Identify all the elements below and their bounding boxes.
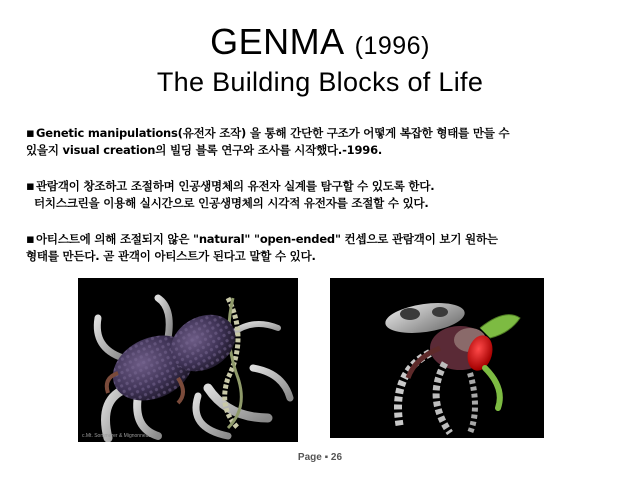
creature-illustration: [78, 278, 298, 442]
bullet-line: 있을지 visual creation의 빌딩 블록 연구와 조사를 시작했다.-1996.: [26, 143, 383, 157]
bullet-dot-icon: ▪: [26, 232, 35, 247]
creature-image-left: [78, 278, 298, 442]
bullet-line: [26, 178, 626, 195]
bullet-line: [26, 231, 626, 248]
bullet-text: 아티스트에 의해 조절되지 않은 "natural" "open-ended" 컨셉으로 관람객이 보기 원하는: [36, 232, 498, 246]
bullet-line: 형태를 만든다. 곧 관객이 아티스트가 된다고 말할 수 있다.: [26, 249, 316, 263]
bullet-dot-icon: ▪: [26, 126, 35, 141]
bullet-line: [26, 125, 626, 142]
bullet-list: [26, 125, 626, 284]
slide-subtitle: The Building Blocks of Life: [156, 67, 484, 97]
bullet-item: [26, 125, 626, 158]
creature-image-right: [330, 278, 544, 438]
page-number: Page ▪ 26: [297, 452, 343, 463]
creature-illustration: [330, 278, 544, 438]
bullet-line: 터치스크린을 이용해 실시간으로 인공생명체의 시각적 유전자를 조절할 수 있다.: [34, 196, 429, 210]
bullet-text: 관람객이 창조하고 조절하며 인공생명체의 유전자 실계를 탐구할 수 있도록 한다.: [36, 179, 435, 193]
bullet-item: [26, 178, 626, 211]
image-caption: c.Mt. Sommerer & Mignonneau: [82, 433, 152, 439]
title-text: GENMA: [210, 21, 345, 62]
title-year: (1996): [354, 32, 430, 60]
bullet-dot-icon: ▪: [26, 179, 35, 194]
slide-title: [0, 22, 640, 66]
bullet-item: [26, 231, 626, 264]
bullet-text: Genetic manipulations(유전자 조작) 을 통해 간단한 구조가 어떻게 복잡한 형태를 만들 수: [36, 126, 510, 140]
